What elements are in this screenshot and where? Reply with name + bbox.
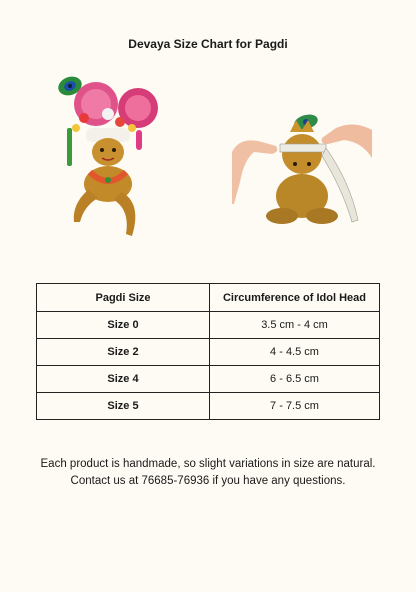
circumference-cell: 4 - 4.5 cm [210,339,380,366]
header-circumference: Circumference of Idol Head [210,284,380,312]
circumference-cell: 6 - 6.5 cm [210,366,380,393]
idol-pagdi-image [52,72,162,242]
table-row [37,339,380,366]
page-title: Devaya Size Chart for Pagdi [128,37,288,51]
size-cell: Size 4 [37,366,210,393]
size-chart-table [36,283,380,420]
measuring-idol-image [232,112,372,230]
note-line-1: Each product is handmade, so slight variations in size are natural. [40,458,376,470]
circumference-cell: 3.5 cm - 4 cm [210,312,380,339]
size-cell: Size 0 [37,312,210,339]
table-row [37,393,380,420]
size-cell: Size 5 [37,393,210,420]
table-row [37,366,380,393]
header-pagdi-size: Pagdi Size [37,284,210,312]
table-header-row [37,284,380,312]
size-cell: Size 2 [37,339,210,366]
note-line-2: Contact us at 76685-76936 if you have any questions. [70,475,346,487]
circumference-cell: 7 - 7.5 cm [210,393,380,420]
table-row [37,312,380,339]
handmade-note [0,456,416,490]
